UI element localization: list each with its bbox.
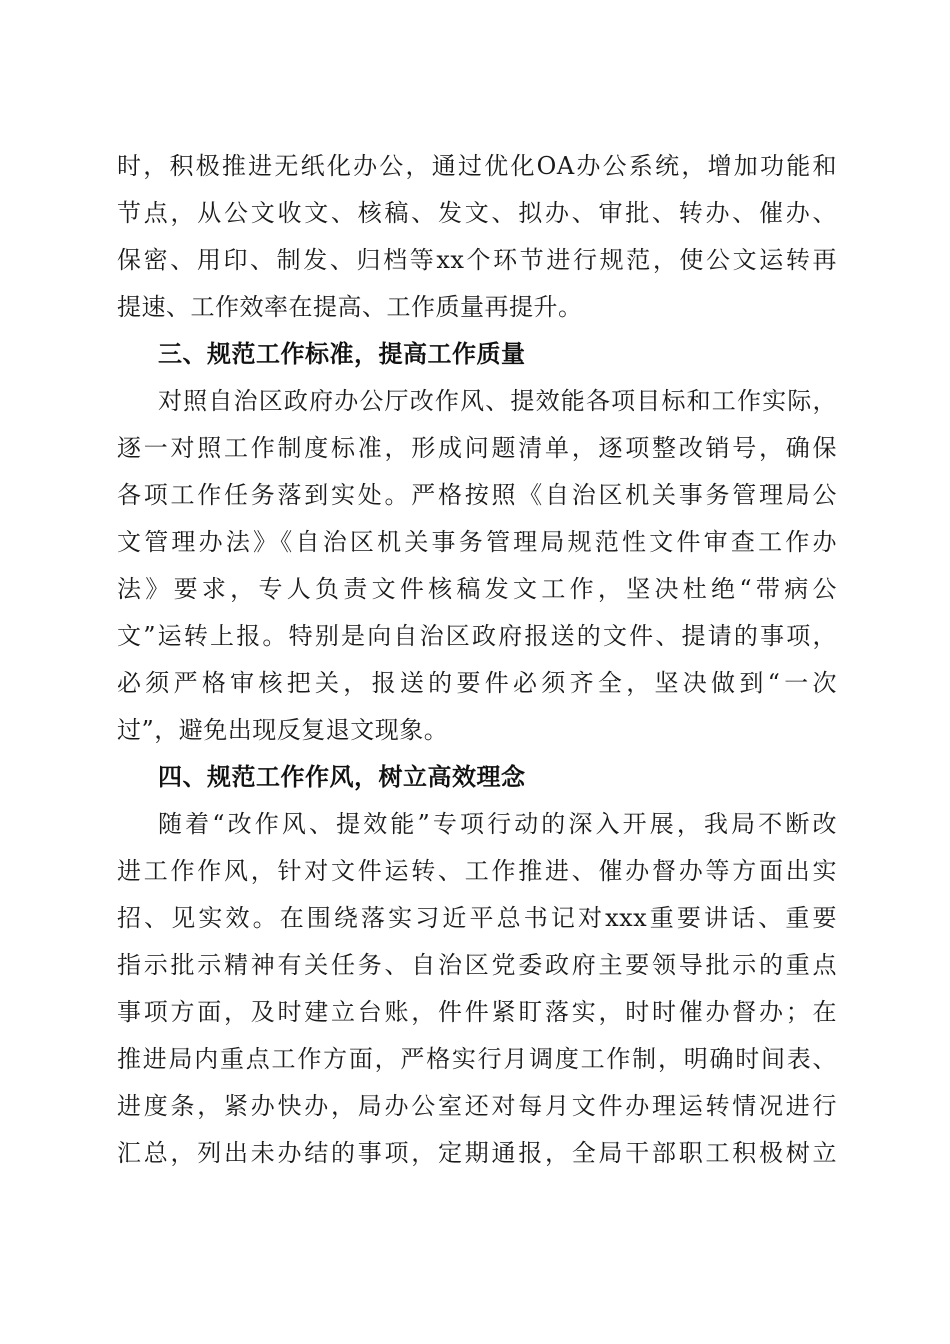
text-line: 保密、用印、制发、归档等xx个环节进行规范，使公文运转再 (117, 246, 837, 274)
text-line: 指示批示精神有关任务、自治区党委政府主要领导批示的重点 (117, 951, 837, 979)
text-line: 提速、工作效率在提高、工作质量再提升。 (117, 293, 583, 321)
text-line: 对照自治区政府办公厅改作风、提效能各项目标和工作实际， (158, 387, 837, 415)
text-line: 必须严格审核把关，报送的要件必须齐全，坚决做到“一次 (117, 669, 837, 697)
text-line: 节点，从公文收文、核稿、发文、拟办、审批、转办、催办、 (117, 199, 837, 227)
paragraph-work-style (117, 801, 837, 1177)
paragraph-paperless-office (117, 143, 837, 331)
text-line: 过”，避免出现反复退文现象。 (117, 716, 449, 744)
text-line: 随着“改作风、提效能”专项行动的深入开展，我局不断改 (158, 810, 837, 838)
text-line: 逐一对照工作制度标准，形成问题清单，逐项整改销号，确保 (117, 434, 837, 462)
paragraph-work-standards (117, 378, 837, 754)
text-line: 文管理办法》《自治区机关事务管理局规范性文件审查工作办 (117, 528, 837, 556)
text-line: 汇总，列出未办结的事项，定期通报，全局干部职工积极树立 (117, 1139, 837, 1167)
text-line: 进度条，紧办快办，局办公室还对每月文件办理运转情况进行 (117, 1092, 837, 1120)
text-line: 进工作作风，针对文件运转、工作推进、催办督办等方面出实 (117, 857, 837, 885)
text-line: 时，积极推进无纸化办公，通过优化OA办公系统，增加功能和 (117, 152, 837, 180)
document-body (117, 143, 837, 1177)
section-heading-4: 四、规范工作作风，树立高效理念 (158, 763, 526, 791)
text-line: 推进局内重点工作方面，严格实行月调度工作制，明确时间表、 (117, 1045, 837, 1073)
text-line: 法》要求，专人负责文件核稿发文工作，坚决杜绝“带病公 (117, 575, 837, 603)
section-heading-3: 三、规范工作标准，提高工作质量 (158, 340, 526, 368)
text-line: 文”运转上报。特别是向自治区政府报送的文件、提请的事项， (117, 622, 837, 650)
text-line: 事项方面，及时建立台账，件件紧盯落实，时时催办督办；在 (117, 998, 837, 1026)
text-line: 各项工作任务落到实处。严格按照《自治区机关事务管理局公 (117, 481, 837, 509)
text-line: 招、见实效。在围绕落实习近平总书记对xxx重要讲话、重要 (117, 904, 837, 932)
